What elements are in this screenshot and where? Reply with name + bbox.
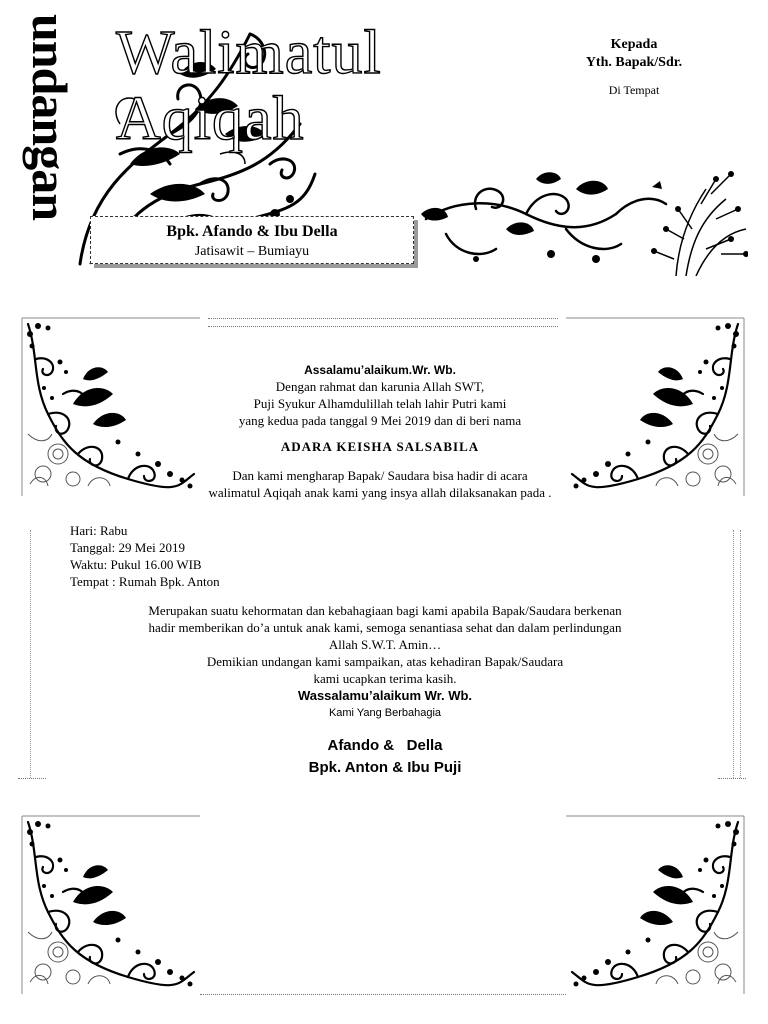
event-time: Waktu: Pukul 16.00 WIB <box>70 557 202 572</box>
event-place: Tempat : Rumah Bpk. Anton <box>70 574 220 589</box>
event-details <box>70 522 370 590</box>
closing-signoff: Kami Yang Berbahagia <box>328 707 442 719</box>
dotted-rule-bottom <box>200 994 566 995</box>
dotted-rule-right-2 <box>740 530 741 778</box>
recipient-label: Kepada <box>610 37 658 52</box>
closing-salam: Wassalamu’alaikum Wr. Wb. <box>297 688 473 703</box>
host-address: Jatisawit – Bumiayu <box>194 244 310 259</box>
child-name: ADARA KEISHA SALSABILA <box>280 439 480 454</box>
closing-line-4: Demikian undangan kami sampaikan, atas kehadiran Bapak/Saudara <box>206 654 564 669</box>
request-line-1: Dan kami mengharap Bapak/ Saudara bisa hadir di acara <box>232 468 528 483</box>
signature-parents: Afando & Della <box>327 737 443 754</box>
dotted-rule-top <box>208 318 558 319</box>
corner-ornament-bottom-right <box>566 812 748 994</box>
dotted-rule-top-2 <box>208 326 558 327</box>
closing-line-2: hadir memberikan do’a untuk anak kami, semoga senantiasa sehat dan dalam perlindungan <box>148 620 622 635</box>
intro-line-1: Dengan rahmat dan karunia Allah SWT, <box>275 379 485 394</box>
request-line-2: walimatul Aqiqah anak kami yang insya allah dilaksanakan pada . <box>208 485 552 500</box>
closing-line-3: Allah S.W.T. Amin… <box>328 637 442 652</box>
header-banner <box>20 14 748 276</box>
floral-swirl-art-right <box>416 159 748 276</box>
closing-section <box>40 602 730 779</box>
title-walimatul: Walimatul <box>116 19 382 87</box>
event-date: Tanggal: 29 Mei 2019 <box>70 540 185 555</box>
intro-line-2: Puji Syukur Alhamdulillah telah lahir Putri kami <box>253 396 507 411</box>
corner-ornament-bottom-left <box>18 812 200 994</box>
event-day: Hari: Rabu <box>70 523 128 538</box>
title-aqiqah: Aqiqah <box>116 85 305 153</box>
recipient-place: Di Tempat <box>608 83 660 97</box>
side-title-undangan: undangan <box>22 14 78 221</box>
intro-section <box>130 362 630 501</box>
opening-salam: Assalamu’alaikum.Wr. Wb. <box>304 363 456 377</box>
recipient-addressee: Yth. Bapak/Sdr. <box>585 55 683 70</box>
signature-grandparents: Bpk. Anton & Ibu Puji <box>308 759 462 776</box>
host-name-box <box>90 216 414 264</box>
closing-line-1: Merupakan suatu kehormatan dan kebahagiaan bagi kami apabila Bapak/Saudara berkenan <box>148 603 622 618</box>
host-parents-name: Bpk. Afando & Ibu Della <box>166 223 338 240</box>
intro-line-3: yang kedua pada tanggal 9 Mei 2019 dan di beri nama <box>238 413 522 428</box>
dotted-rule-right <box>733 530 734 778</box>
recipient-block <box>540 36 728 98</box>
closing-line-5: kami ucapkan terima kasih. <box>313 671 457 686</box>
dotted-rule-left <box>30 530 31 778</box>
